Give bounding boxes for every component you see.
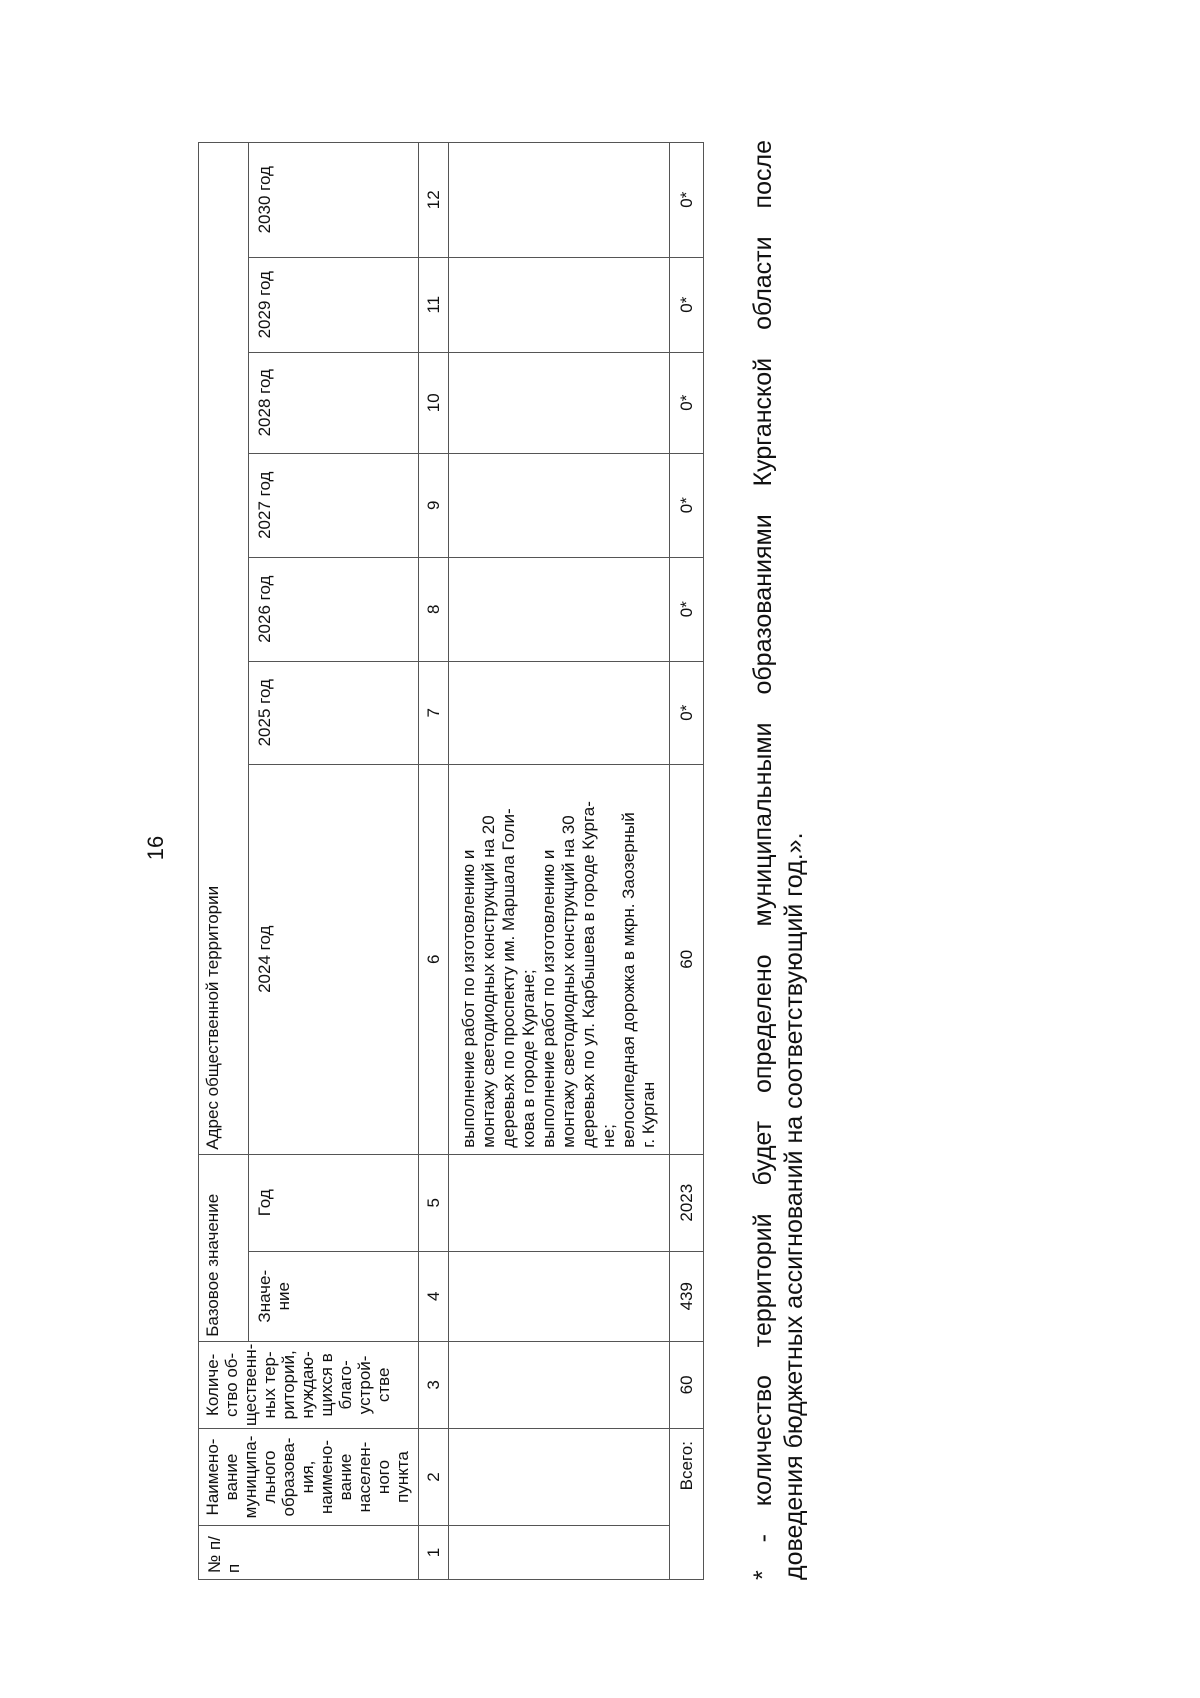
footnote-word: муниципальными [749, 722, 777, 927]
cell-empty [449, 257, 670, 352]
col-number: 6 [419, 764, 449, 1154]
total-base-year: 2023 [670, 1154, 704, 1251]
cell-empty [449, 1429, 670, 1526]
header-address: Адрес общественной территории [199, 142, 249, 1154]
works-text-line: кова в городе Кургане; [519, 969, 539, 1148]
header-municipality-line: ного [374, 1459, 394, 1495]
footnote [748, 140, 811, 1580]
header-quantity-line: благо- [336, 1360, 356, 1410]
header-quantity-line: щихся в [317, 1353, 337, 1417]
footnote-word: - [749, 1534, 777, 1543]
works-text-line: выполнение работ по изготовлению и [539, 849, 559, 1148]
total-2026: 0* [670, 557, 704, 661]
header-municipality-line: пункта [393, 1451, 413, 1503]
header-quantity-line: стве [374, 1367, 394, 1403]
col-number: 8 [419, 557, 449, 661]
header-municipality-line: Наимено- [203, 1438, 222, 1516]
header-year-2024: 2024 год [249, 764, 419, 1154]
total-base-value: 439 [670, 1251, 704, 1341]
header-quantity-line: Количе- [203, 1353, 222, 1417]
header-quantity-line: ных тер- [260, 1351, 280, 1419]
cell-empty [449, 1154, 670, 1251]
col-number: 2 [419, 1429, 449, 1526]
cell-empty [449, 661, 670, 764]
cell-empty [449, 1251, 670, 1341]
total-2025: 0* [670, 661, 704, 764]
cell-empty [449, 1526, 670, 1580]
header-municipality-line: образова- [279, 1437, 299, 1517]
total-2030: 0* [670, 142, 704, 257]
header-municipality-line: льного [260, 1450, 280, 1504]
header-base-value: Базовое значение [199, 1154, 249, 1341]
header-year-2026: 2026 год [249, 557, 419, 661]
header-municipality [199, 1429, 419, 1526]
public-territories-table [198, 142, 704, 1580]
total-quantity: 60 [670, 1341, 704, 1428]
works-text-line: монтажу светодиодных конструкций на 20 [479, 815, 499, 1148]
footnote-word: будет [749, 1120, 777, 1186]
works-text-line: велосипедная дорожка в мкрн. Заозерный [619, 812, 639, 1148]
footnote-line-1 [748, 140, 779, 1580]
cell-empty [449, 557, 670, 661]
col-number: 1 [419, 1526, 449, 1580]
header-municipality-line: ния, [298, 1460, 318, 1494]
header-municipality-line: населен- [355, 1441, 375, 1513]
header-base-year: Год [249, 1154, 419, 1251]
total-2028: 0* [670, 352, 704, 453]
footnote-word: области [749, 236, 777, 330]
header-quantity-line: ство об- [222, 1352, 242, 1417]
header-municipality-line: наимено- [317, 1440, 337, 1514]
header-quantity-line: устрой- [355, 1355, 375, 1415]
header-year-2025: 2025 год [249, 661, 419, 764]
col-number: 11 [419, 257, 449, 352]
header-quantity-line: нуждаю- [298, 1351, 318, 1419]
header-year-2028: 2028 год [249, 352, 419, 453]
works-text-line: деревьях по ул. Карбышева в городе Курга- [579, 801, 599, 1148]
total-2029: 0* [670, 257, 704, 352]
col-number: 4 [419, 1251, 449, 1341]
cell-empty [449, 142, 670, 257]
header-quantity-line: щественн- [241, 1343, 261, 1426]
header-row-1 [199, 142, 249, 1579]
header-year-2027: 2027 год [249, 453, 419, 557]
footnote-word: Курганской [749, 357, 777, 487]
total-2027: 0* [670, 453, 704, 557]
total-row [670, 142, 704, 1579]
col-number: 10 [419, 352, 449, 453]
footnote-line-2: доведения бюджетных ассигнований на соответствующий год.». [780, 832, 809, 1580]
works-text-line: деревьях по проспекту им. Маршала Голи- [499, 808, 519, 1148]
header-base-value-line: Значе- [255, 1269, 274, 1323]
footnote-word: количество [749, 1375, 777, 1507]
column-numbers-row [419, 142, 449, 1579]
header-base-value-line: ние [274, 1282, 294, 1311]
page-number: 16 [143, 835, 168, 861]
works-text-line: не; [599, 1124, 619, 1148]
col-number: 3 [419, 1341, 449, 1428]
header-municipality-line: вание [336, 1453, 356, 1501]
header-municipality-line: вание [222, 1453, 242, 1501]
footnote-word: территорий [749, 1213, 777, 1348]
cell-2024-works [449, 764, 670, 1154]
cell-empty [449, 1341, 670, 1428]
col-number: 7 [419, 661, 449, 764]
data-row [449, 142, 670, 1579]
works-text-line: г. Курган [639, 1081, 659, 1148]
header-year-2029: 2029 год [249, 257, 419, 352]
header-num: № п/п [199, 1526, 419, 1580]
works-text-line: выполнение работ по изготовлению и [459, 849, 478, 1148]
footnote-word: после [749, 140, 777, 209]
col-number: 12 [419, 142, 449, 257]
footnote-word: определено [749, 954, 777, 1093]
header-year-2030: 2030 год [249, 142, 419, 257]
col-number: 5 [419, 1154, 449, 1251]
header-base-value-sub [249, 1251, 419, 1341]
col-number: 9 [419, 453, 449, 557]
header-quantity-line: риторий, [279, 1350, 299, 1420]
cell-empty [449, 352, 670, 453]
total-2024: 60 [670, 764, 704, 1154]
header-quantity [199, 1341, 419, 1428]
works-text-line: монтажу светодиодных конструкций на 30 [559, 815, 579, 1148]
cell-empty [449, 453, 670, 557]
footnote-word: образованиями [749, 514, 777, 695]
header-municipality-line: муниципа- [241, 1435, 261, 1519]
footnote-word: * [749, 1570, 777, 1580]
total-label: Всего: [670, 1429, 704, 1580]
